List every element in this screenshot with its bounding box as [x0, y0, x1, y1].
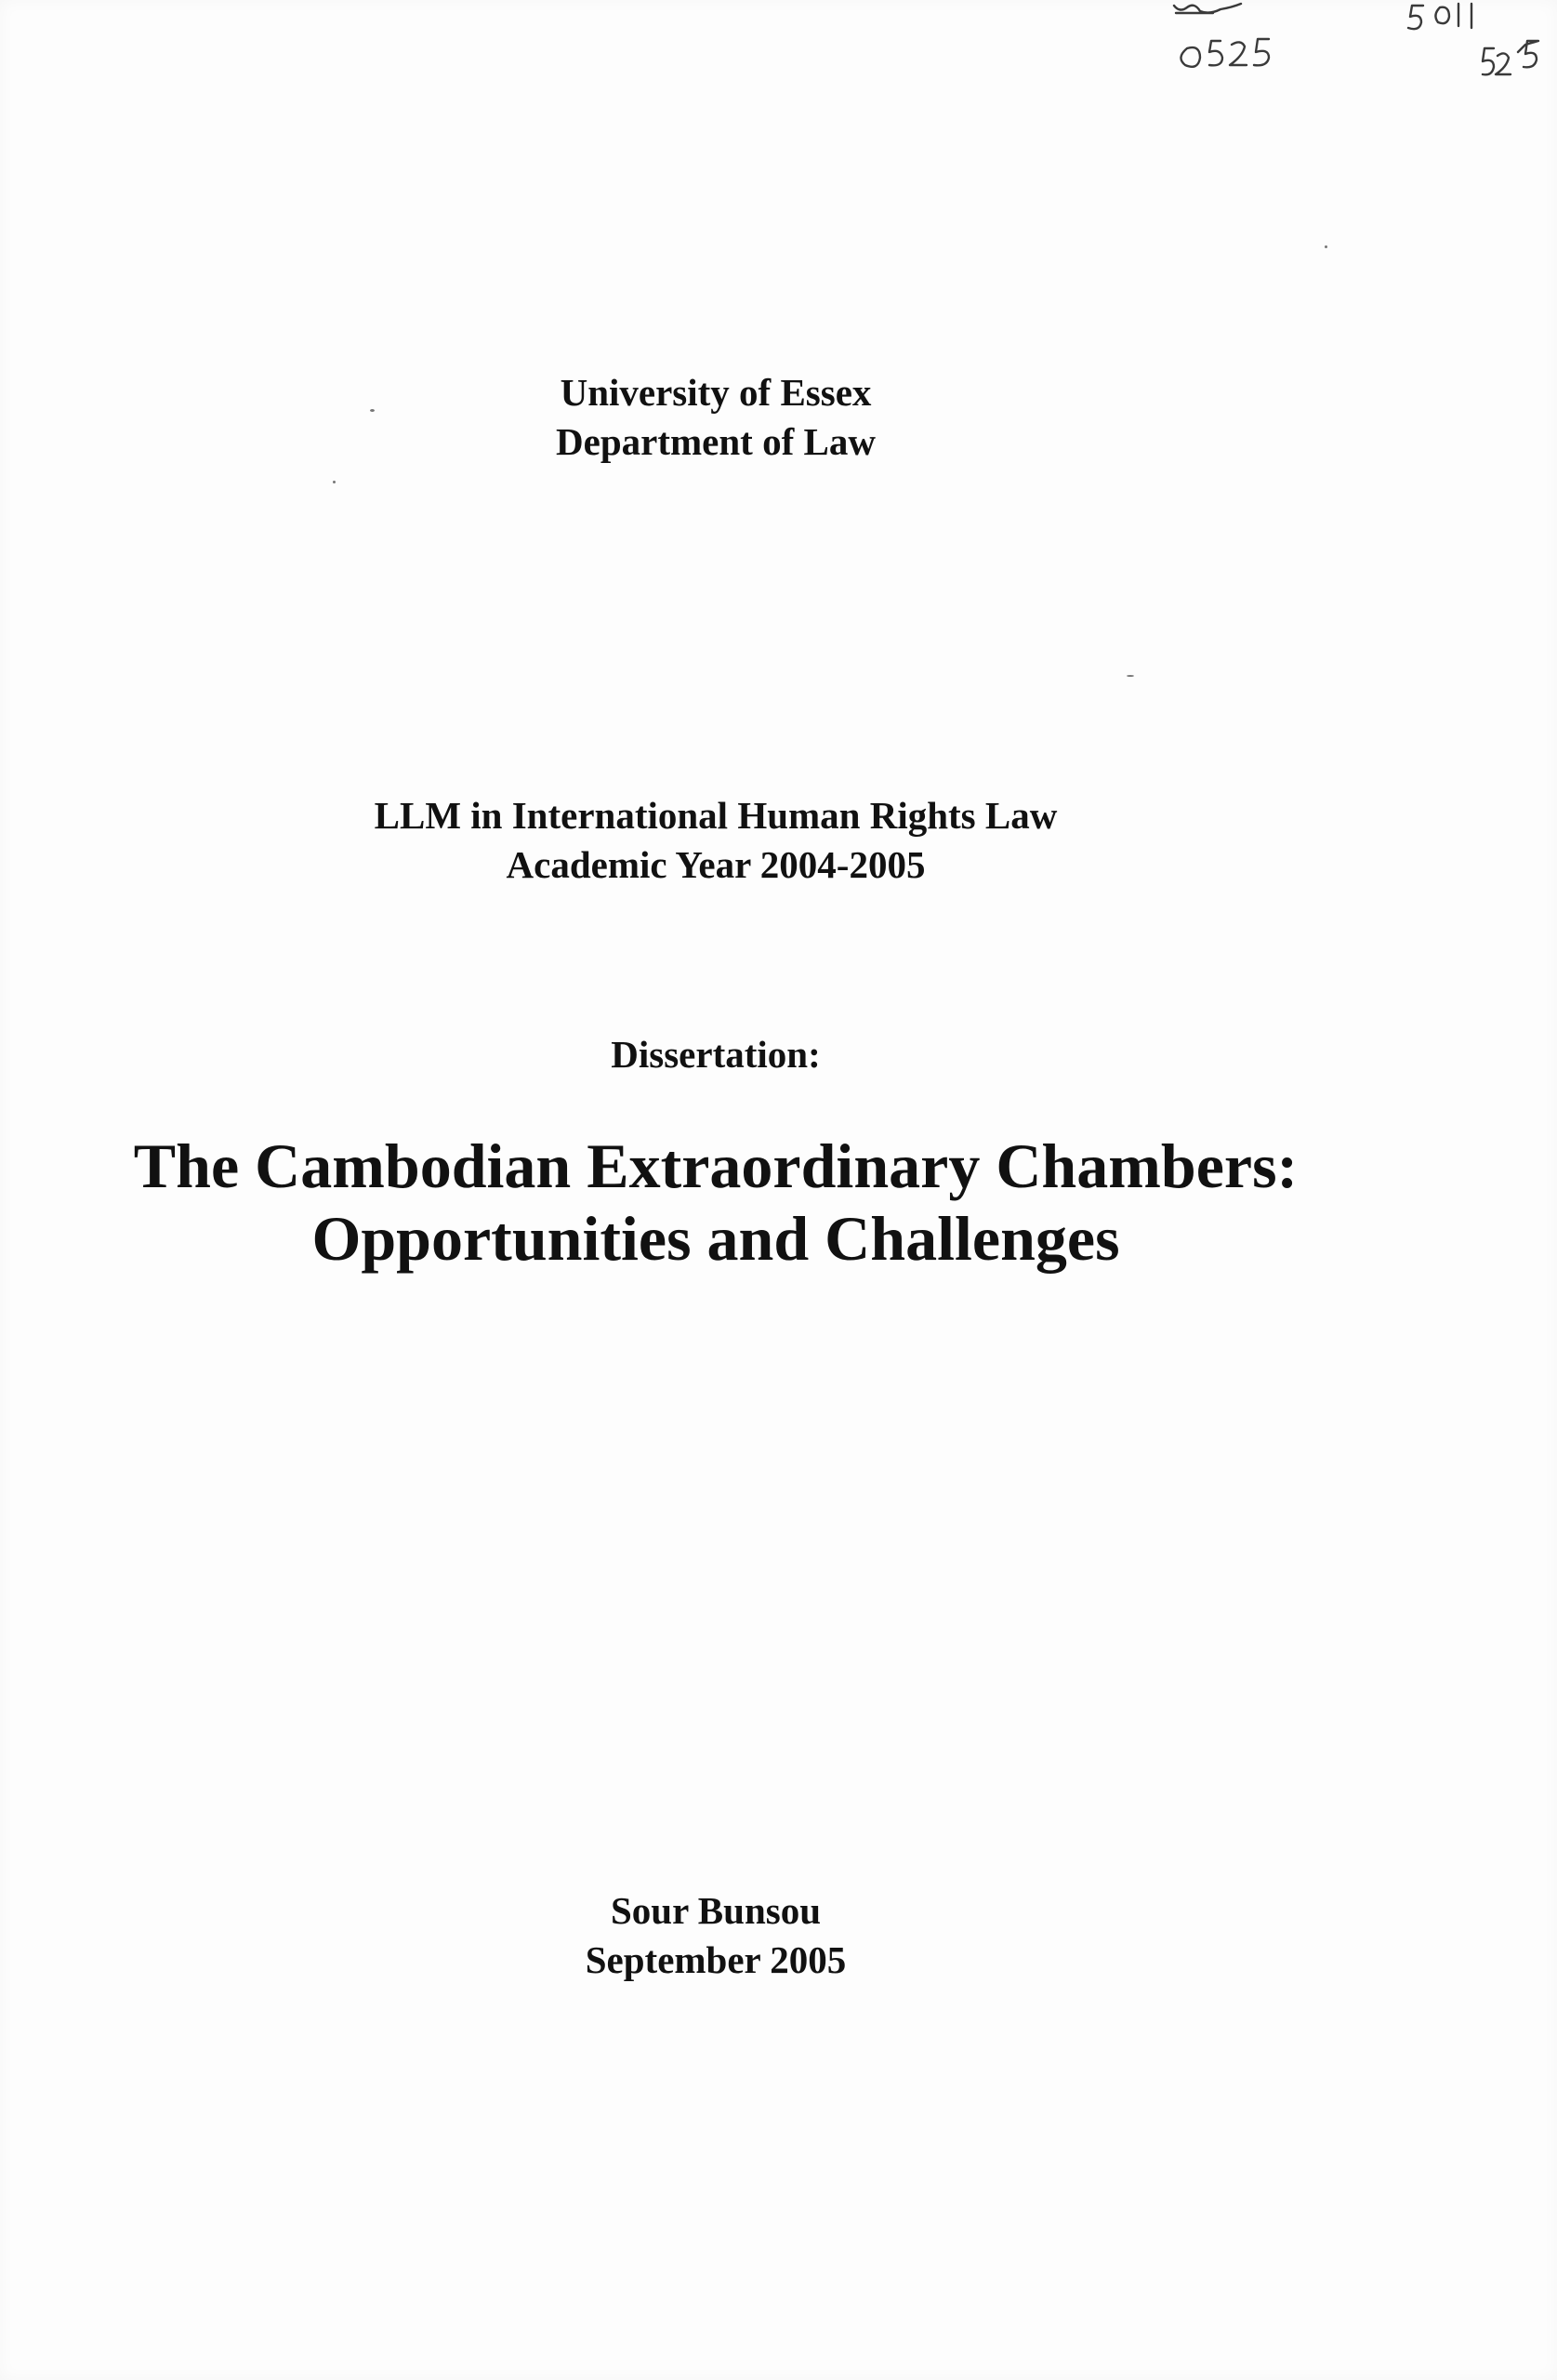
degree-name: LLM in International Human Rights Law — [374, 794, 1058, 837]
handwritten-catalog-marks — [1167, 0, 1557, 93]
title-line-2: Opportunities and Challenges — [311, 1203, 1120, 1274]
scan-speck — [1325, 245, 1327, 248]
academic-year: Academic Year 2004-2005 — [506, 843, 926, 886]
institution-block — [0, 368, 1432, 467]
university-name: University of Essex — [560, 371, 872, 414]
programme-block — [0, 791, 1432, 890]
title-line-1: The Cambodian Extraordinary Chambers: — [133, 1130, 1299, 1201]
author-name: Sour Bunsou — [610, 1889, 822, 1932]
dissertation-title — [0, 1130, 1432, 1275]
department-name: Department of Law — [556, 420, 876, 463]
scan-speck — [333, 481, 336, 483]
author-block — [0, 1886, 1432, 1985]
scan-speck — [370, 409, 375, 412]
submission-date: September 2005 — [585, 1938, 847, 1981]
dissertation-label: Dissertation: — [611, 1033, 821, 1076]
scan-speck — [1127, 675, 1134, 677]
